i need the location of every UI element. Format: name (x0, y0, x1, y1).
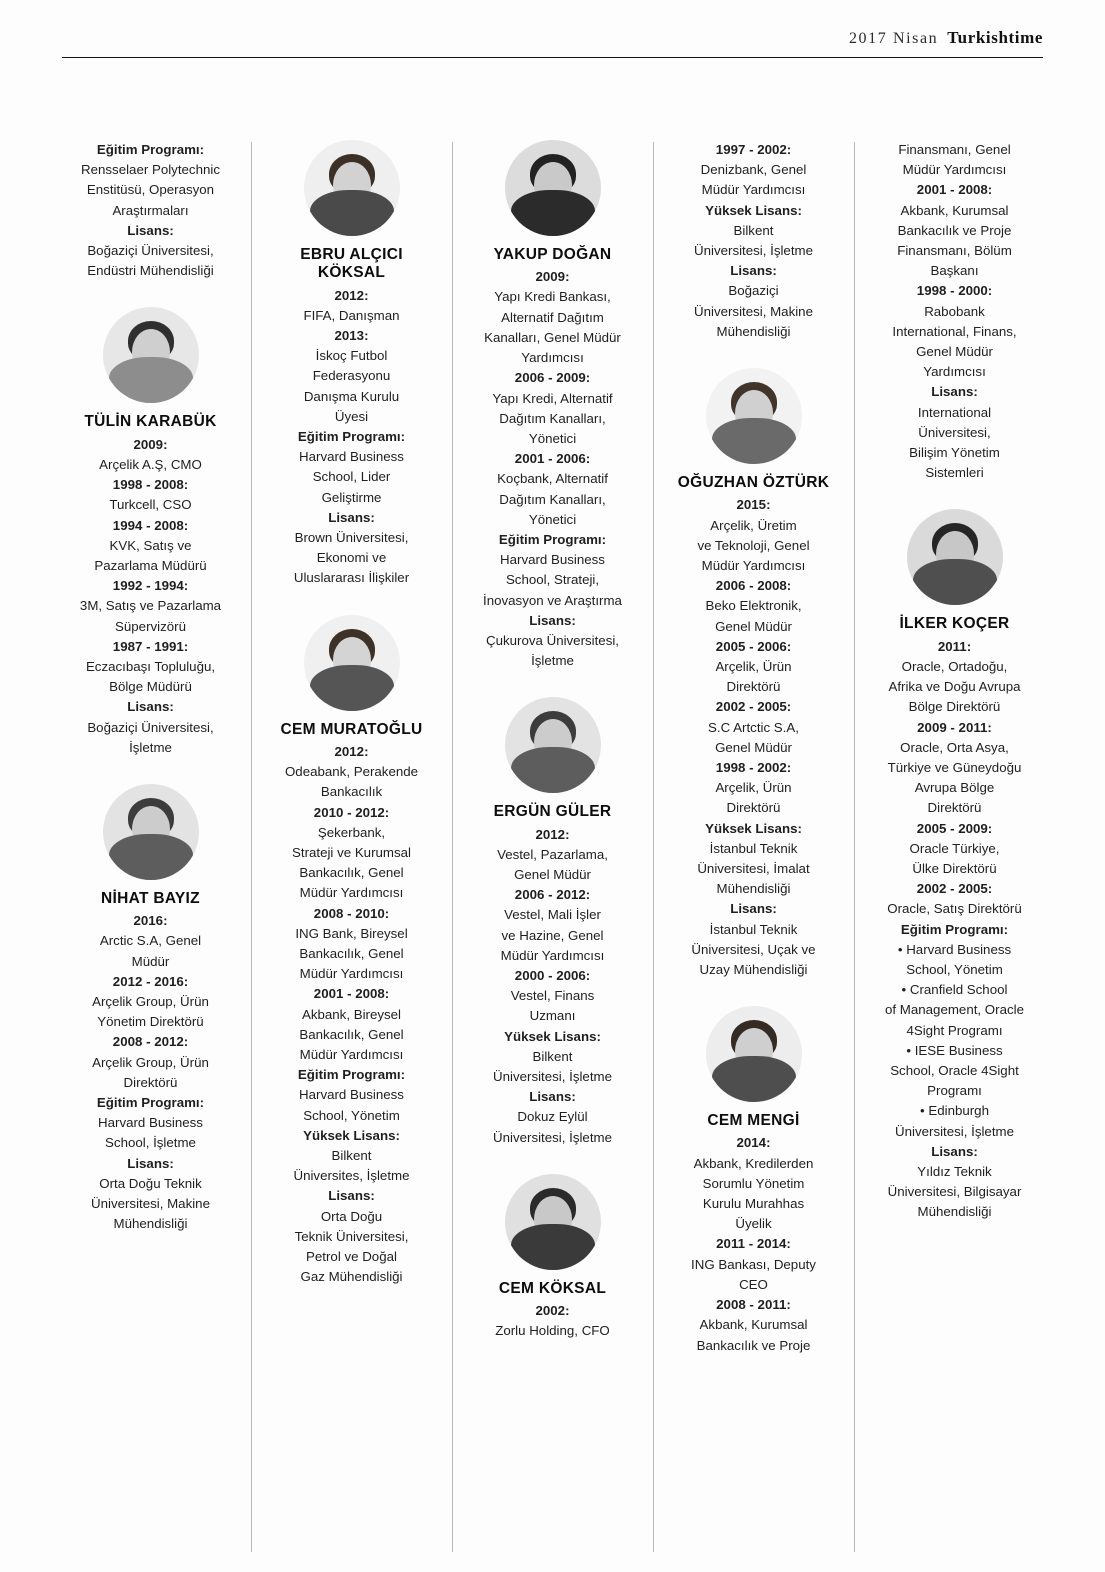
bio-text: Direktörü (123, 1074, 178, 1090)
bio-text: Bilkent (532, 1048, 573, 1064)
bio-label: 2009: (133, 436, 168, 452)
bio-text: Mühendisliği (716, 881, 791, 897)
avatar (103, 307, 199, 403)
bio-text: • Cranfield School (901, 982, 1008, 998)
bio-text: Çukurova Üniversitesi, (485, 632, 619, 648)
bio-text: Genel Müdür (916, 344, 993, 360)
bio-text: Üniversitesi, İşletme (694, 243, 813, 259)
bio-text: İstanbul Teknik (709, 921, 798, 937)
bio-text: Genel Müdür (715, 739, 792, 755)
bio-text: Odeabank, Perakende (284, 764, 419, 780)
avatar (304, 140, 400, 236)
bio-text: Başkanı (930, 263, 979, 279)
bio-text: Müdür (131, 953, 170, 969)
bio-text: Bilkent (331, 1147, 372, 1163)
bio-label: 2016: (133, 913, 168, 929)
bio-text: Akbank, Kredilerden (693, 1155, 814, 1171)
bio-label: Yüksek Lisans: (504, 1028, 601, 1044)
bio-label: 2001 - 2006: (514, 451, 591, 467)
bio-text: Vestel, Finans (510, 988, 595, 1004)
bio-text: School, Lider (312, 469, 391, 485)
bio-text: International, Finans, (892, 323, 1017, 339)
bio-text: Bankacılık, Genel (299, 865, 404, 881)
bio-text: Yönetim Direktörü (97, 1014, 204, 1030)
bio-text: Bankacılık ve Proje (897, 222, 1012, 238)
bio-text: İşletme (531, 653, 574, 669)
bio-text: Bankacılık, Genel (299, 945, 404, 961)
bio-text: School, İşletme (105, 1135, 196, 1151)
bio-text: Dokuz Eylül (517, 1109, 588, 1125)
bio-text: Üniversitesi, İşletme (493, 1069, 612, 1085)
bio-text: Denizbank, Genel (700, 162, 807, 178)
columns-container (50, 140, 1055, 1562)
bio-text: Müdür Yardımcısı (299, 1046, 404, 1062)
issue-date: 2017 Nisan (848, 30, 939, 47)
bio-label: Lisans: (529, 1089, 576, 1105)
bio-text: Direktörü (927, 800, 982, 816)
bio-text: Arctic S.A, Genel (99, 933, 202, 949)
bio-text: FIFA, Danışman (303, 307, 400, 323)
bio-label: 1997 - 2002: (715, 142, 792, 157)
bio-text: Ekonomi ve (316, 550, 387, 566)
bio-text: ve Teknoloji, Genel (697, 537, 810, 553)
bio-label: Yüksek Lisans: (303, 1127, 400, 1143)
bio-label: Lisans: (730, 901, 777, 917)
bio-text: • Harvard Business (897, 941, 1012, 957)
bio-text: Üniversitesi, İşletme (895, 1123, 1014, 1139)
bio-text: Müdür Yardımcısı (701, 557, 806, 573)
bio-text: Pazarlama Müdürü (94, 557, 207, 573)
bio-text: Boğaziçi Üniversitesi, (87, 243, 214, 259)
bio-text: Bilkent (733, 222, 774, 238)
bio-text: Yardımcısı (923, 364, 986, 380)
bio-text: Mühendisliği (716, 323, 791, 339)
bio-text: Üyelik (735, 1216, 772, 1232)
bio-text: Türkiye ve Güneydoğu (887, 759, 1022, 775)
bio-text: Finansmanı, Bölüm (897, 243, 1012, 259)
bio-text: Yardımcısı (521, 350, 584, 366)
bio-text: Yönetici (528, 511, 577, 527)
page-header (849, 28, 1043, 48)
column-2 (251, 140, 452, 1562)
person-name: NİHAT BAYIZ (101, 889, 200, 907)
bio-text: Eczacıbaşı Topluluğu, (85, 658, 216, 674)
person-name: CEM MENGİ (707, 1112, 800, 1130)
avatar (706, 368, 802, 464)
bio-text: Direktörü (726, 679, 781, 695)
person-bio (867, 140, 1042, 483)
entry-continuation-1 (63, 140, 238, 281)
bio-text: Üniversites, İşletme (293, 1168, 410, 1184)
column-1 (50, 140, 251, 1562)
bio-text: Orta Doğu Teknik (99, 1175, 202, 1191)
bio-text: ve Hazine, Genel (501, 927, 604, 943)
bio-label: 1994 - 2008: (112, 517, 189, 533)
bio-label: 2009: (535, 269, 570, 285)
bio-label: 2002 - 2005: (916, 881, 993, 897)
bio-text: Oracle, Ortadoğu, (901, 658, 1008, 674)
bio-text: Federasyonu (312, 368, 391, 384)
bio-text: Bölge Direktörü (908, 699, 1001, 715)
entry-continuation-3 (867, 140, 1042, 483)
bio-text: of Management, Oracle (885, 1002, 1024, 1018)
person-bio (465, 1301, 640, 1341)
bio-label: 2009 - 2011: (917, 719, 992, 735)
bio-text: Kurulu Murahhas (702, 1196, 805, 1212)
person-name: ERGÜN GÜLER (493, 803, 612, 821)
bio-text: Süpervizörü (115, 618, 186, 634)
bio-text: Orta Doğu (320, 1208, 383, 1224)
bio-text: Geliştirme (321, 489, 382, 505)
bio-text: Koçbank, Alternatif (497, 471, 608, 487)
entry-ilker-kocer (867, 509, 1042, 1222)
bio-text: International (917, 404, 992, 420)
bio-text: Mühendisliği (917, 1204, 992, 1220)
bio-label: 1998 - 2000: (916, 283, 993, 299)
bio-text: Müdür Yardımcısı (902, 162, 1007, 178)
bio-text: Müdür Yardımcısı (299, 885, 404, 901)
bio-label: 2010 - 2012: (313, 804, 390, 820)
bio-label: Lisans: (328, 1188, 375, 1204)
bio-label: 2002: (535, 1303, 570, 1319)
entry-cem-koksal (465, 1174, 640, 1342)
bio-label: 2008 - 2011: (716, 1297, 791, 1313)
bio-text: Bankacılık (320, 784, 383, 800)
bio-text: Kanalları, Genel Müdür (484, 329, 621, 345)
bio-text: Yapı Kredi, Alternatif (492, 390, 613, 406)
bio-text: School, Strateji, (505, 572, 600, 588)
person-bio (666, 140, 841, 342)
bio-text: CEO (739, 1276, 768, 1292)
bio-label: Eğitim Programı: (498, 531, 607, 547)
bio-text: Akbank, Bireysel (301, 1006, 402, 1022)
bio-label: Lisans: (730, 263, 777, 279)
bio-label: Lisans: (328, 509, 375, 525)
bio-label: 2015: (736, 497, 771, 513)
bio-label: Eğitim Programı: (297, 1067, 406, 1083)
bio-label: Yüksek Lisans: (705, 820, 802, 836)
bio-text: Boğaziçi Üniversitesi, (87, 719, 214, 735)
bio-label: 2005 - 2006: (715, 638, 792, 654)
bio-text: Bilişim Yönetim (909, 445, 1000, 461)
bio-text: Üniversitesi, Makine (91, 1196, 210, 1212)
person-name: İLKER KOÇER (899, 615, 1010, 633)
bio-text: Teknik Üniversitesi, (294, 1228, 409, 1244)
bio-label: 2006 - 2012: (514, 887, 591, 903)
bio-text: Afrika ve Doğu Avrupa (888, 679, 1021, 695)
bio-text: Direktörü (726, 800, 781, 816)
bio-label: 2006 - 2008: (715, 578, 792, 594)
bio-text: Finansmanı, Genel (898, 142, 1011, 157)
entry-tulin-karabuk (63, 307, 238, 758)
bio-text: Sorumlu Yönetim (702, 1175, 805, 1191)
bio-label: 1992 - 1994: (112, 578, 189, 594)
bio-text: Oracle, Orta Asya, (900, 739, 1009, 755)
bio-text: Zorlu Holding, CFO (495, 1323, 610, 1339)
bio-text: Mühendisliği (113, 1216, 188, 1232)
avatar (304, 615, 400, 711)
bio-text: Harvard Business (98, 1115, 203, 1131)
bio-label: 2001 - 2008: (313, 986, 390, 1002)
bio-text: Brown Üniversitesi, (294, 530, 409, 545)
bio-text: Arçelik, Ürün (715, 780, 792, 796)
header-divider (62, 57, 1043, 58)
bio-text: Uluslararası İlişkiler (293, 570, 410, 586)
bio-text: Üniversitesi, (918, 424, 991, 440)
person-bio (465, 267, 640, 671)
bio-text: Bankacılık ve Proje (696, 1337, 811, 1353)
bio-label: Eğitim Programı: (96, 142, 205, 157)
bio-text: Arçelik, Ürün (715, 658, 792, 674)
bio-text: Araştırmaları (112, 202, 189, 218)
bio-label: 2011: (937, 638, 972, 654)
bio-label: Eğitim Programı: (96, 1095, 205, 1111)
bio-text: Arçelik A.Ş, CMO (99, 456, 202, 472)
entry-ergun-guler (465, 697, 640, 1148)
bio-text: Arçelik Group, Ürün (92, 1054, 209, 1070)
bio-text: Danışma Kurulu (303, 388, 400, 404)
person-name: TÜLİN KARABÜK (84, 413, 217, 431)
person-bio (63, 911, 238, 1234)
bio-text: Üniversitesi, Makine (694, 303, 813, 319)
bio-text: Harvard Business (299, 449, 404, 465)
bio-text: Akbank, Kurumsal (900, 202, 1009, 218)
publication-name: Turkishtime (947, 28, 1043, 47)
entry-oguzhan-ozturk (666, 368, 841, 980)
bio-text: Arçelik, Üretim (710, 517, 797, 533)
bio-label: Lisans: (127, 222, 174, 238)
bio-label: Eğitim Programı: (900, 921, 1009, 937)
bio-label: 2008 - 2010: (313, 905, 390, 921)
bio-text: Enstitüsü, Operasyon (86, 182, 215, 198)
person-name: CEM KÖKSAL (498, 1279, 607, 1297)
bio-text: • Edinburgh (920, 1103, 989, 1119)
person-bio (63, 140, 238, 281)
bio-label: 2002 - 2005: (715, 699, 792, 715)
bio-label: Lisans: (529, 612, 576, 628)
bio-text: Uzmanı (529, 1008, 576, 1024)
bio-text: Yönetici (528, 430, 577, 446)
bio-text: Genel Müdür (715, 618, 792, 634)
bio-text: İşletme (129, 739, 172, 755)
person-bio (264, 742, 439, 1287)
bio-text: KVK, Satış ve (109, 537, 192, 553)
bio-text: School, Yönetim (906, 961, 1003, 977)
entry-cem-mengi (666, 1006, 841, 1356)
bio-text: 3M, Satış ve Pazarlama (79, 598, 222, 614)
bio-label: Eğitim Programı: (297, 428, 406, 444)
avatar (103, 784, 199, 880)
bio-text: Oracle, Satış Direktörü (887, 901, 1022, 917)
bio-label: 2012: (334, 287, 369, 303)
person-name: OĞUZHAN ÖZTÜRK (677, 474, 830, 492)
bio-text: S.C Artctic S.A, (708, 719, 799, 735)
person-name: CEM MURATOĞLU (280, 720, 423, 738)
bio-text: Bankacılık, Genel (299, 1026, 404, 1042)
bio-text: Dağıtım Kanalları, (499, 410, 606, 426)
bio-label: Lisans: (931, 1143, 978, 1159)
bio-label: Yüksek Lisans: (705, 202, 802, 218)
bio-label: 2012: (535, 826, 570, 842)
bio-text: ING Bankası, Deputy (691, 1256, 816, 1272)
bio-text: Vestel, Mali İşler (504, 907, 601, 923)
bio-label: 2001 - 2008: (916, 182, 993, 198)
avatar (706, 1006, 802, 1102)
person-bio (465, 825, 640, 1148)
bio-text: Arçelik Group, Ürün (92, 994, 209, 1010)
bio-text: Beko Elektronik, (705, 598, 802, 614)
bio-text: Vestel, Pazarlama, (497, 846, 608, 862)
bio-text: Bölge Müdürü (109, 679, 192, 695)
bio-text: School, Oracle 4Sight (890, 1063, 1019, 1078)
bio-text: Üniversitesi, Uçak ve (691, 941, 816, 957)
bio-text: Şekerbank, (317, 824, 386, 840)
bio-text: Yıldız Teknik (917, 1164, 992, 1180)
bio-text: Yapı Kredi Bankası, (494, 289, 611, 305)
bio-text: Oracle Türkiye, (909, 840, 1000, 856)
bio-text: Harvard Business (500, 552, 605, 568)
bio-text: Rensselaer Polytechnic (81, 162, 220, 178)
bio-label: 1987 - 1991: (112, 638, 189, 654)
bio-text: Genel Müdür (514, 867, 591, 883)
bio-text: Sistemleri (925, 465, 984, 481)
bio-label: Lisans: (127, 699, 174, 715)
column-5 (854, 140, 1055, 1562)
bio-text: Üniversitesi, İmalat (697, 860, 810, 876)
entry-cem-muratoglu (264, 615, 439, 1288)
entry-continuation-2 (666, 140, 841, 342)
bio-text: Rabobank (924, 303, 985, 319)
bio-text: Müdür Yardımcısı (701, 182, 806, 198)
bio-text: Uzay Mühendisliği (699, 961, 808, 977)
person-bio (63, 435, 238, 758)
bio-label: 2006 - 2009: (514, 370, 591, 386)
bio-text: İnovasyon ve Araştırma (483, 592, 622, 608)
avatar (907, 509, 1003, 605)
column-3 (452, 140, 653, 1562)
person-name: EBRU ALÇICI KÖKSAL (300, 246, 403, 282)
bio-label: 2000 - 2006: (514, 968, 591, 984)
bio-text: Programı (927, 1083, 982, 1099)
bio-text: Dağıtım Kanalları, (499, 491, 606, 507)
bio-label: 1998 - 2002: (715, 759, 792, 775)
bio-text: 4Sight Programı (906, 1022, 1003, 1038)
bio-label: 2012: (334, 743, 369, 759)
bio-text: School, Yönetim (303, 1107, 400, 1123)
bio-text: Müdür Yardımcısı (299, 966, 404, 982)
bio-text: İstanbul Teknik (709, 840, 798, 856)
bio-label: 2005 - 2009: (916, 820, 993, 836)
bio-label: 2008 - 2012: (112, 1034, 189, 1050)
bio-text: Akbank, Kurumsal (699, 1317, 808, 1333)
bio-text: Gaz Mühendisliği (300, 1269, 403, 1285)
bio-label: 2011 - 2014: (716, 1236, 791, 1252)
bio-label: Lisans: (931, 384, 978, 400)
bio-label: 2014: (736, 1135, 771, 1151)
bio-text: Avrupa Bölge (914, 780, 995, 796)
bio-text: Boğaziçi (728, 283, 779, 299)
column-4 (653, 140, 854, 1562)
bio-text: Petrol ve Doğal (306, 1248, 397, 1264)
bio-label: Lisans: (127, 1155, 174, 1171)
person-bio (867, 637, 1042, 1223)
entry-ebru-alcici-koksal (264, 140, 439, 589)
avatar (505, 1174, 601, 1270)
person-name: YAKUP DOĞAN (493, 246, 612, 263)
entry-yakup-dogan (465, 140, 640, 671)
bio-text: ING Bank, Bireysel (295, 925, 408, 941)
avatar (505, 697, 601, 793)
bio-label: 1998 - 2008: (112, 477, 189, 493)
bio-text: • IESE Business (906, 1042, 1003, 1058)
bio-label: 2013: (334, 327, 369, 343)
bio-text: Ülke Direktörü (912, 860, 997, 876)
bio-text: Üniversitesi, İşletme (493, 1129, 612, 1145)
entry-nihat-bayiz (63, 784, 238, 1235)
bio-label: 2012 - 2016: (112, 973, 189, 989)
bio-text: Üyesi (334, 408, 369, 424)
bio-text: Üniversitesi, Bilgisayar (887, 1184, 1022, 1200)
avatar (505, 140, 601, 236)
person-bio (666, 495, 841, 980)
bio-text: Alternatif Dağıtım (501, 309, 604, 325)
bio-text: Harvard Business (299, 1087, 404, 1103)
bio-text: İskoç Futbol (315, 348, 388, 364)
bio-text: Endüstri Mühendisliği (87, 263, 214, 279)
person-bio (666, 1133, 841, 1355)
bio-text: Müdür Yardımcısı (500, 947, 605, 963)
bio-text: Turkcell, CSO (109, 497, 192, 513)
person-bio (264, 286, 439, 589)
bio-text: Strateji ve Kurumsal (292, 844, 411, 860)
